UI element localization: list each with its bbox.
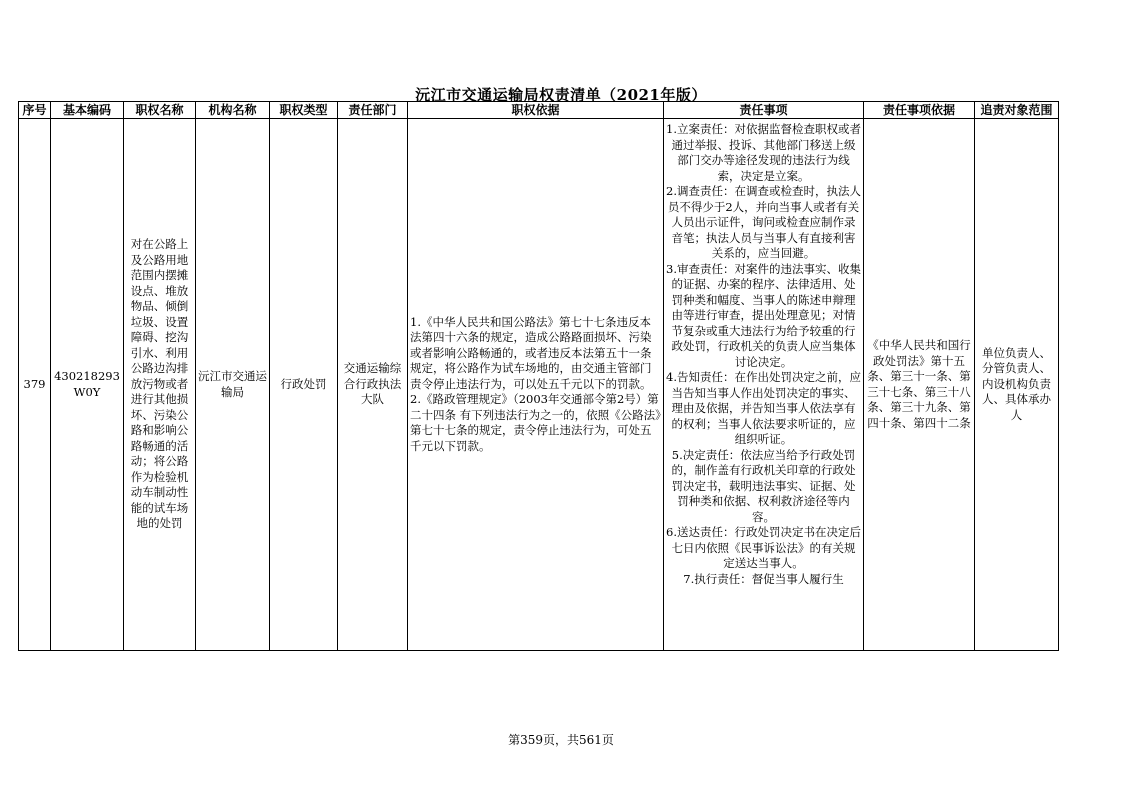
header-code: 基本编码 bbox=[51, 102, 124, 119]
header-row bbox=[19, 102, 1059, 119]
duty-item: 3.审查责任：对案件的违法事实、收集的证据、办案的程序、法律适用、处罚种类和幅度、当事人的陈述申辩理由等进行审查，提出处理意见；对情节复杂或重大违法行为给予较重的行政处罚，行政机关的负责人应当集体讨论决定。 bbox=[666, 261, 861, 369]
cell-org: 沅江市交通运输局 bbox=[196, 119, 270, 651]
cell-type: 行政处罚 bbox=[270, 119, 338, 651]
header-seq: 序号 bbox=[19, 102, 51, 119]
header-power-name: 职权名称 bbox=[124, 102, 196, 119]
cell-seq: 379 bbox=[19, 119, 51, 651]
duty-item: 2.调查责任：在调查或检查时，执法人员不得少于2人，并向当事人或者有关人员出示证件，询问或检查应制作录音笔；执法人员与当事人有直接利害关系的，应当回避。 bbox=[666, 184, 861, 260]
cell-code: 430218293W0Y bbox=[51, 119, 124, 651]
duty-item: 1.立案责任：对依据监督检查职权或者通过举报、投诉、其他部门移送上级部门交办等途径发现的违法行为线索，决定是立案。 bbox=[666, 122, 861, 183]
header-org: 机构名称 bbox=[196, 102, 270, 119]
document-title: 沅江市交通运输局权责清单（2021年版） bbox=[415, 86, 707, 104]
cell-dept: 交通运输综合行政执法大队 bbox=[338, 119, 408, 651]
table-row bbox=[19, 119, 1059, 651]
header-dept: 责任部门 bbox=[338, 102, 408, 119]
header-duty-basis: 责任事项依据 bbox=[864, 102, 975, 119]
duty-item: 7.执行责任：督促当事人履行生 bbox=[683, 571, 844, 586]
cell-accountability: 单位负责人、分管负责人、内设机构负责人、具体承办人 bbox=[975, 119, 1059, 651]
basis-item: 2.《路政管理规定》（2003年交通部令第2号）第二十四条 有下列违法行为之一的，依照《公路法》第七十七条的规定，责令停止违法行为，可处五千元以下罚款。 bbox=[410, 392, 661, 453]
cell-duty-basis: 《中华人民共和国行政处罚法》第十五条、第三十一条、第三十七条、第三十八条、第三十九条、第四十条、第四十二条 bbox=[864, 119, 975, 651]
duty-item: 4.告知责任：在作出处罚决定之前，应当告知当事人作出处罚决定的事实、理由及依据，并告知当事人依法享有的权利；当事人依法要求听证的，应组织听证。 bbox=[666, 370, 861, 446]
header-type: 职权类型 bbox=[270, 102, 338, 119]
header-duties: 责任事项 bbox=[664, 102, 864, 119]
header-accountability: 追责对象范围 bbox=[975, 102, 1059, 119]
page-footer: 第359页，共561页 bbox=[508, 733, 614, 747]
header-basis: 职权依据 bbox=[408, 102, 664, 119]
cell-duties bbox=[664, 119, 864, 651]
cell-power-name: 对在公路上及公路用地范围内摆摊设点、堆放物品、倾倒垃圾、设置障碍、挖沟引水、利用公路边沟排放污物或者进行其他损坏、污染公路和影响公路畅通的活动；将公路作为检验机动车制动性能的试车场地的处罚 bbox=[124, 119, 196, 651]
cell-basis bbox=[408, 119, 664, 651]
duty-item: 5.决定责任：依法应当给予行政处罚的，制作盖有行政机关印章的行政处罚决定书，载明违法事实、证据、处罚种类和依据、权利救济途径等内容。 bbox=[671, 447, 856, 524]
responsibility-table bbox=[18, 101, 1059, 651]
duty-item: 6.送达责任：行政处罚决定书在决定后七日内依照《民事诉讼法》的有关规定送达当事人。 bbox=[666, 525, 861, 570]
basis-item: 1.《中华人民共和国公路法》第七十七条违反本法第四十六条的规定，造成公路路面损坏、污染或者影响公路畅通的，或者违反本法第五十一条规定，将公路作为试车场地的，由交通主管部门责令停止违法行为，可以处五千元以下的罚款。 bbox=[410, 314, 652, 391]
